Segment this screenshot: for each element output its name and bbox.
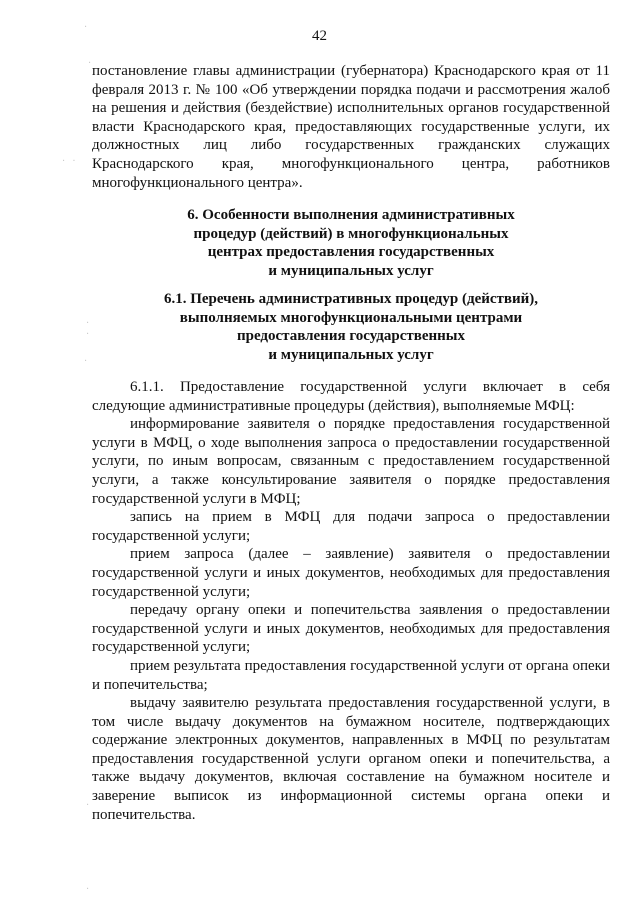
scan-mark: · · (62, 156, 78, 167)
heading-line: 6. Особенности выполнения административных (187, 207, 515, 223)
body-paragraph: 6.1.1. Предоставление государственной услуги включает в себя следующие административные процедуры (действия), выполняемые МФЦ: (92, 379, 610, 414)
body-paragraph: запись на прием в МФЦ для подачи запроса о предоставлении государственной услуги; (92, 509, 610, 544)
scan-mark: · · (86, 318, 92, 340)
scan-margin-marks (0, 0, 94, 905)
section-6-heading (92, 206, 610, 280)
heading-line: и муниципальных услуг (268, 262, 434, 279)
scan-mark: · (88, 58, 94, 69)
scan-mark: · (84, 22, 90, 33)
heading-line: процедур (действий) в многофункциональных (193, 225, 509, 242)
page-number: 42 (312, 28, 327, 44)
section-6-1-body (92, 378, 610, 824)
body-paragraph: прием запроса (далее – заявление) заявителя о предоставлении государственной услуги и иных документов, необходимых для предоставления государственной услуги; (92, 546, 610, 600)
heading-line: 6.1. Перечень административных процедур (действий), (163, 291, 539, 307)
body-paragraph: информирование заявителя о порядке предоставления государственной услуги в МФЦ, о ходе выполнения запроса о предоставлении государственной услуги, по иным вопросам, связанным с предоставлением государственной услуги, а также консультирование заявителя о порядке предоставления государственной услуги в МФЦ; (92, 416, 610, 507)
body-paragraph: выдачу заявителю результата предоставления государственной услуги, в том числе выдачу документов на бумажном носителе, подтверждающих содержание электронных документов, направленных в МФЦ по результатам предоставления государственной услуги органом опеки и попечительства, а также выдачу документов, включая составление на бумажном носителе и заверение выписок из информационной системы органа опеки и попечительства. (92, 695, 610, 823)
intro-text (92, 62, 610, 192)
intro-paragraph: постановление главы администрации (губернатора) Краснодарского края от 11 февраля 2013 г. № 100 «Об утверждении порядка подачи и рассмотрения жалоб на решения и действия (бездействие) исполнительных органов государственной власти Краснодарского края, предоставляющих государственные услуги, их должностных лиц либо государственных гражданских служащих Краснодарского края, многофункционального центра, работников многофункционального центра». (92, 63, 610, 191)
scan-mark: · (86, 884, 92, 895)
heading-line: и муниципальных услуг (268, 346, 434, 363)
body-paragraph: прием результата предоставления государственной услуги от органа опеки и попечительства; (92, 657, 610, 693)
heading-line: предоставления государственных (236, 328, 466, 344)
scan-mark: · (86, 800, 92, 811)
body-paragraph: передачу органу опеки и попечительства заявления о предоставлении государственной услуги и иных документов, необходимых для предоставления государственной услуги; (92, 602, 610, 656)
heading-line: центрах предоставления государственных (207, 244, 495, 260)
scan-mark: · (84, 356, 90, 367)
heading-line: выполняемых многофункциональными центрами (179, 309, 523, 326)
section-6-1-heading (92, 290, 610, 364)
